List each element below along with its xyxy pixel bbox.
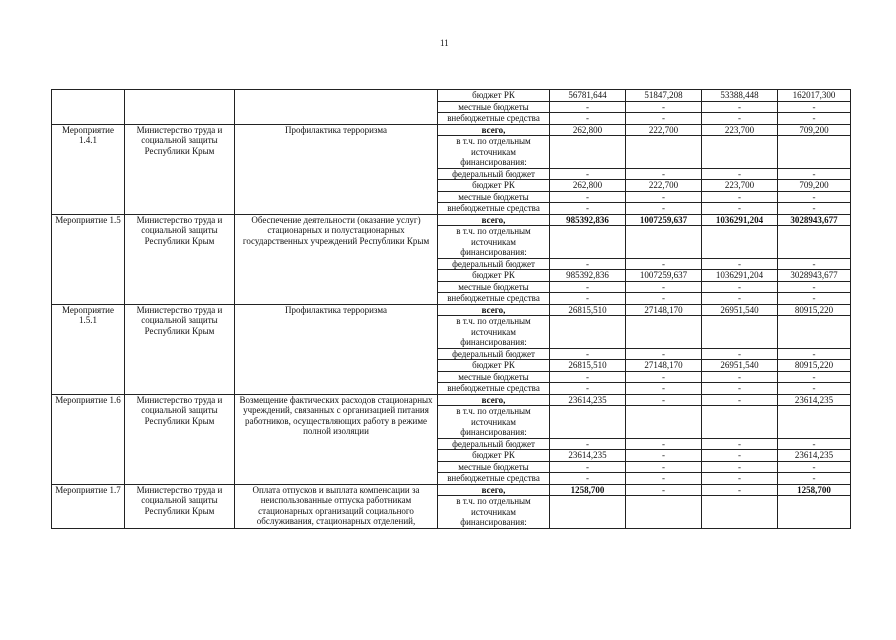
value-cell: 23614,235: [550, 394, 626, 406]
value-cell: 26815,510: [550, 304, 626, 316]
value-cell: -: [702, 394, 778, 406]
value-cell: 985392,836: [550, 270, 626, 282]
value-cell: 26815,510: [550, 360, 626, 372]
source-cell: внебюджетные средства: [438, 293, 550, 305]
table-row: [52, 394, 851, 406]
executor-cell: Министерство труда и социальной защиты Республики Крым: [125, 394, 235, 484]
executor-cell: Министерство труда и социальной защиты Республики Крым: [125, 304, 235, 394]
value-cell: [702, 496, 778, 529]
source-cell: всего,: [438, 484, 550, 496]
source-cell: местные бюджеты: [438, 191, 550, 203]
value-cell: -: [550, 203, 626, 215]
table-row: [52, 484, 851, 496]
value-cell: 3028943,677: [778, 270, 851, 282]
value-cell: -: [550, 473, 626, 485]
value-cell: 262,800: [550, 124, 626, 136]
page-number: 11: [440, 38, 449, 48]
value-cell: 262,800: [550, 180, 626, 192]
value-cell: -: [778, 371, 851, 383]
value-cell: -: [778, 293, 851, 305]
value-cell: -: [626, 438, 702, 450]
value-cell: 1007259,637: [626, 214, 702, 226]
value-cell: -: [626, 168, 702, 180]
value-cell: 51847,208: [626, 90, 702, 102]
source-cell: бюджет РК: [438, 450, 550, 462]
value-cell: -: [702, 101, 778, 113]
event-cell: Мероприятие 1.5: [52, 214, 125, 304]
source-cell: внебюджетные средства: [438, 383, 550, 395]
value-cell: [778, 496, 851, 529]
value-cell: [702, 136, 778, 169]
value-cell: -: [702, 438, 778, 450]
value-cell: -: [626, 293, 702, 305]
executor-cell: [125, 90, 235, 125]
name-cell: Возмещение фактических расходов стационарных учреждений, связанных с организацией питания работников, осуществляющих работу в режиме полной изоляции: [235, 394, 438, 484]
source-cell: в т.ч. по отдельным источникам финансирования:: [438, 136, 550, 169]
value-cell: -: [778, 113, 851, 125]
value-cell: -: [778, 258, 851, 270]
source-cell: внебюджетные средства: [438, 203, 550, 215]
value-cell: -: [550, 371, 626, 383]
source-cell: бюджет РК: [438, 90, 550, 102]
value-cell: -: [550, 113, 626, 125]
value-cell: 985392,836: [550, 214, 626, 226]
value-cell: 23614,235: [778, 394, 851, 406]
event-cell: Мероприятие 1.5.1: [52, 304, 125, 394]
value-cell: -: [626, 281, 702, 293]
value-cell: [550, 136, 626, 169]
value-cell: -: [702, 383, 778, 395]
value-cell: -: [778, 203, 851, 215]
name-cell: Профилактика терроризма: [235, 124, 438, 214]
value-cell: 162017,300: [778, 90, 851, 102]
source-cell: местные бюджеты: [438, 281, 550, 293]
value-cell: -: [778, 168, 851, 180]
table-row: [52, 90, 851, 102]
value-cell: 3028943,677: [778, 214, 851, 226]
value-cell: -: [626, 484, 702, 496]
value-cell: -: [550, 348, 626, 360]
value-cell: [626, 316, 702, 349]
value-cell: 709,200: [778, 124, 851, 136]
value-cell: -: [702, 191, 778, 203]
event-cell: Мероприятие 1.6: [52, 394, 125, 484]
source-cell: в т.ч. по отдельным источникам финансирования:: [438, 316, 550, 349]
value-cell: [702, 226, 778, 259]
value-cell: -: [626, 191, 702, 203]
table-row: [52, 124, 851, 136]
source-cell: всего,: [438, 124, 550, 136]
source-cell: федеральный бюджет: [438, 348, 550, 360]
value-cell: -: [550, 383, 626, 395]
executor-cell: Министерство труда и социальной защиты Республики Крым: [125, 484, 235, 528]
value-cell: [702, 406, 778, 439]
event-cell: Мероприятие 1.4.1: [52, 124, 125, 214]
source-cell: федеральный бюджет: [438, 168, 550, 180]
value-cell: -: [778, 383, 851, 395]
value-cell: -: [702, 293, 778, 305]
source-cell: местные бюджеты: [438, 461, 550, 473]
value-cell: 709,200: [778, 180, 851, 192]
value-cell: -: [626, 450, 702, 462]
value-cell: -: [550, 168, 626, 180]
value-cell: -: [626, 113, 702, 125]
value-cell: 1258,700: [550, 484, 626, 496]
value-cell: -: [626, 473, 702, 485]
value-cell: 53388,448: [702, 90, 778, 102]
source-cell: бюджет РК: [438, 360, 550, 372]
value-cell: 222,700: [626, 124, 702, 136]
name-cell: [235, 90, 438, 125]
value-cell: [550, 226, 626, 259]
value-cell: -: [778, 473, 851, 485]
source-cell: в т.ч. по отдельным источникам финансирования:: [438, 496, 550, 529]
value-cell: 223,700: [702, 124, 778, 136]
executor-cell: Министерство труда и социальной защиты Республики Крым: [125, 124, 235, 214]
value-cell: 56781,644: [550, 90, 626, 102]
value-cell: -: [702, 450, 778, 462]
value-cell: -: [702, 484, 778, 496]
value-cell: [626, 136, 702, 169]
value-cell: -: [702, 371, 778, 383]
value-cell: 27148,170: [626, 304, 702, 316]
value-cell: 26951,540: [702, 304, 778, 316]
source-cell: внебюджетные средства: [438, 113, 550, 125]
value-cell: -: [550, 293, 626, 305]
value-cell: [778, 136, 851, 169]
value-cell: -: [626, 348, 702, 360]
value-cell: 27148,170: [626, 360, 702, 372]
value-cell: -: [550, 281, 626, 293]
value-cell: -: [626, 101, 702, 113]
value-cell: [778, 316, 851, 349]
source-cell: в т.ч. по отдельным источникам финансирования:: [438, 406, 550, 439]
value-cell: -: [778, 438, 851, 450]
source-cell: федеральный бюджет: [438, 438, 550, 450]
value-cell: -: [702, 168, 778, 180]
value-cell: -: [626, 258, 702, 270]
value-cell: -: [778, 191, 851, 203]
value-cell: [778, 406, 851, 439]
table-row: [52, 304, 851, 316]
value-cell: -: [626, 461, 702, 473]
value-cell: 23614,235: [778, 450, 851, 462]
name-cell: Профилактика терроризма: [235, 304, 438, 394]
value-cell: 1258,700: [778, 484, 851, 496]
value-cell: -: [550, 101, 626, 113]
value-cell: -: [778, 348, 851, 360]
source-cell: всего,: [438, 394, 550, 406]
value-cell: -: [702, 461, 778, 473]
value-cell: [626, 496, 702, 529]
value-cell: 222,700: [626, 180, 702, 192]
value-cell: -: [702, 258, 778, 270]
value-cell: -: [626, 203, 702, 215]
source-cell: федеральный бюджет: [438, 258, 550, 270]
value-cell: [550, 406, 626, 439]
value-cell: -: [702, 203, 778, 215]
name-cell: Обеспечение деятельности (оказание услуг) стационарных и полустационарных государственных учреждений Республики Крым: [235, 214, 438, 304]
value-cell: -: [626, 394, 702, 406]
value-cell: [550, 316, 626, 349]
source-cell: местные бюджеты: [438, 371, 550, 383]
value-cell: -: [550, 258, 626, 270]
value-cell: -: [702, 281, 778, 293]
event-cell: Мероприятие 1.7: [52, 484, 125, 528]
source-cell: в т.ч. по отдельным источникам финансирования:: [438, 226, 550, 259]
value-cell: -: [778, 461, 851, 473]
table-row: [52, 214, 851, 226]
value-cell: 1036291,204: [702, 270, 778, 282]
value-cell: -: [626, 383, 702, 395]
source-cell: бюджет РК: [438, 270, 550, 282]
value-cell: [626, 226, 702, 259]
source-cell: внебюджетные средства: [438, 473, 550, 485]
source-cell: всего,: [438, 304, 550, 316]
funding-table: [51, 89, 851, 529]
value-cell: 23614,235: [550, 450, 626, 462]
value-cell: -: [778, 101, 851, 113]
value-cell: -: [702, 113, 778, 125]
value-cell: -: [550, 438, 626, 450]
value-cell: [626, 406, 702, 439]
value-cell: [702, 316, 778, 349]
value-cell: [778, 226, 851, 259]
value-cell: -: [626, 371, 702, 383]
value-cell: -: [550, 461, 626, 473]
source-cell: всего,: [438, 214, 550, 226]
value-cell: 223,700: [702, 180, 778, 192]
name-cell: Оплата отпусков и выплата компенсации за неиспользованные отпуска работникам стационарных организаций социального обслуживания, стационарных отделений,: [235, 484, 438, 528]
value-cell: 26951,540: [702, 360, 778, 372]
value-cell: -: [702, 348, 778, 360]
value-cell: -: [550, 191, 626, 203]
source-cell: местные бюджеты: [438, 101, 550, 113]
value-cell: 1007259,637: [626, 270, 702, 282]
value-cell: -: [702, 473, 778, 485]
executor-cell: Министерство труда и социальной защиты Республики Крым: [125, 214, 235, 304]
value-cell: 80915,220: [778, 304, 851, 316]
source-cell: бюджет РК: [438, 180, 550, 192]
value-cell: 1036291,204: [702, 214, 778, 226]
event-cell: [52, 90, 125, 125]
value-cell: 80915,220: [778, 360, 851, 372]
value-cell: -: [778, 281, 851, 293]
value-cell: [550, 496, 626, 529]
